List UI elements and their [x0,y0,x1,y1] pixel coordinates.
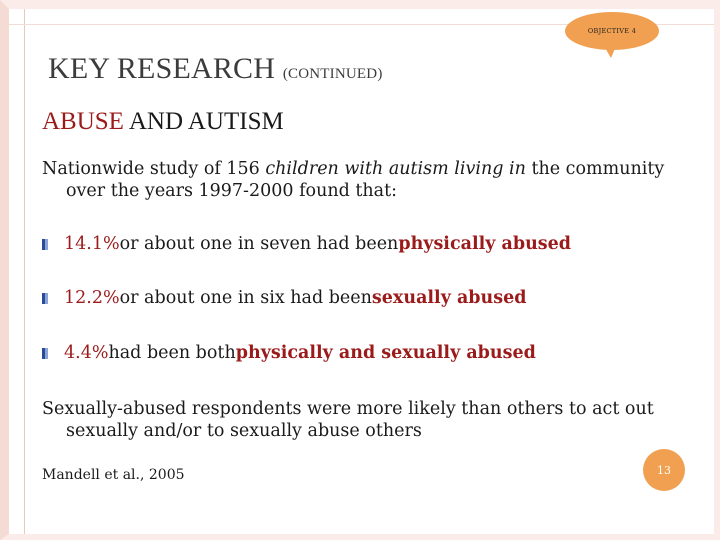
bullet-highlight: sexually abused [371,288,527,308]
bullet-percentage: 14.1% [64,234,120,254]
citation: Mandell et al., 2005 [42,467,185,483]
bullet-highlight: physically and sexually abused [235,343,536,363]
bullet-percentage: 12.2% [64,288,120,308]
bullet-marker-icon [42,348,48,359]
section-subtitle [42,108,284,136]
list-item [42,286,526,310]
page-title [48,52,383,86]
intro-part2: the community over the years 1997-2000 found that: [66,159,665,201]
list-item [42,232,571,256]
intro-paragraph [42,158,682,202]
objective-badge [565,12,659,50]
objective-badge-tail [604,46,616,58]
bullet-marker-icon [42,293,48,304]
title-continued: (CONTINUED) [282,66,383,82]
bullet-marker-icon [42,239,48,250]
objective-badge-label: OBJECTIVE 4 [587,27,637,35]
bullet-text: had been both [108,343,236,363]
bullet-percentage: 4.4% [64,343,109,363]
title-main: KEY RESEARCH [48,52,283,85]
page-number-badge [643,449,685,491]
subtitle-accent: ABUSE [42,108,124,135]
bullet-highlight: physically abused [398,234,572,254]
list-item [42,341,536,365]
bullet-text: or about one in seven had been [119,234,399,254]
conclusion-paragraph: Sexually-abused respondents were more likely than others to act out sexually and/or to sexually abuse others [42,399,654,441]
subtitle-rest: AND AUTISM [123,108,284,135]
intro-part1: Nationwide study of 156 [42,159,266,179]
bullet-text: or about one in six had been [119,288,372,308]
border-rule-vertical [24,9,25,534]
intro-italic: children with autism living in [265,159,526,179]
page-number: 13 [657,463,671,477]
